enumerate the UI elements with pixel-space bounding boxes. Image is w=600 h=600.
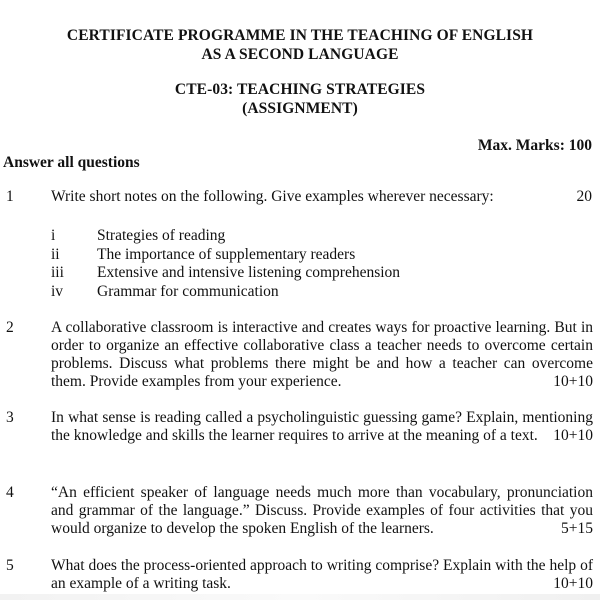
instruction: Answer all questions xyxy=(3,154,140,171)
question-4-text xyxy=(51,484,593,538)
question-2-body: A collaborative classroom is interactive and creates ways for proactive learning. But in order to organize an effective collaborative class a teacher needs to overcome certain problems. Discuss what problems there might be and how a teacher can overcome them. Provide examples from your experience. xyxy=(51,319,593,390)
subitem-numeral: iii xyxy=(51,264,64,281)
subitem-text: Strategies of reading xyxy=(97,227,226,244)
question-1-number: 1 xyxy=(6,188,14,205)
question-4-number: 4 xyxy=(6,484,14,501)
question-3-body: In what sense is reading called a psycholinguistic guessing game? Explain, mentioning the knowledge and skills the learner requires to arrive at the meaning of a text. xyxy=(51,409,593,444)
question-5-text xyxy=(51,557,593,593)
question-3-marks: 10+10 xyxy=(553,427,593,444)
document-type: (ASSIGNMENT) xyxy=(242,100,358,117)
question-3-number: 3 xyxy=(6,409,14,426)
subitem-text: Extensive and intensive listening comprehension xyxy=(97,264,401,281)
question-4-body: “An efficient speaker of language needs much more than vocabulary, pronunciation and grammar of the language.” Discuss. Provide examples of four activities that you would organize to develop the spoken English of the learners. xyxy=(51,484,593,537)
question-1-body: Write short notes on the following. Give examples wherever necessary: xyxy=(51,188,494,205)
question-5-body: What does the process-oriented approach to writing comprise? Explain with the help of an example of a writing task. xyxy=(51,557,593,592)
question-2-number: 2 xyxy=(6,319,14,336)
question-5-marks: 10+10 xyxy=(553,575,593,592)
subitem-text: Grammar for communication xyxy=(97,282,279,300)
question-3-text xyxy=(51,409,593,445)
question-1-marks: 20 xyxy=(576,188,592,205)
question-5-number: 5 xyxy=(6,557,14,574)
list-item xyxy=(51,264,400,283)
question-2-text xyxy=(51,319,593,391)
list-item xyxy=(51,227,400,246)
question-2-marks: 10+10 xyxy=(553,373,593,390)
question-4-marks: 5+15 xyxy=(561,520,593,537)
programme-title-line-1: CERTIFICATE PROGRAMME IN THE TEACHING OF ENGLISH xyxy=(66,27,534,44)
subitem-numeral: iv xyxy=(51,282,64,300)
question-1-text xyxy=(51,188,593,206)
course-title: CTE-03: TEACHING STRATEGIES xyxy=(174,81,426,98)
list-item xyxy=(51,246,400,265)
subitem-text: The importance of supplementary readers xyxy=(97,245,356,263)
programme-title-line-2: AS A SECOND LANGUAGE xyxy=(201,46,399,63)
subitem-numeral: i xyxy=(51,227,56,244)
page-bottom-edge xyxy=(0,594,600,600)
max-marks: Max. Marks: 100 xyxy=(477,137,592,154)
subitem-numeral: ii xyxy=(51,245,60,263)
list-item xyxy=(51,283,400,302)
question-1-subitems xyxy=(51,227,400,301)
